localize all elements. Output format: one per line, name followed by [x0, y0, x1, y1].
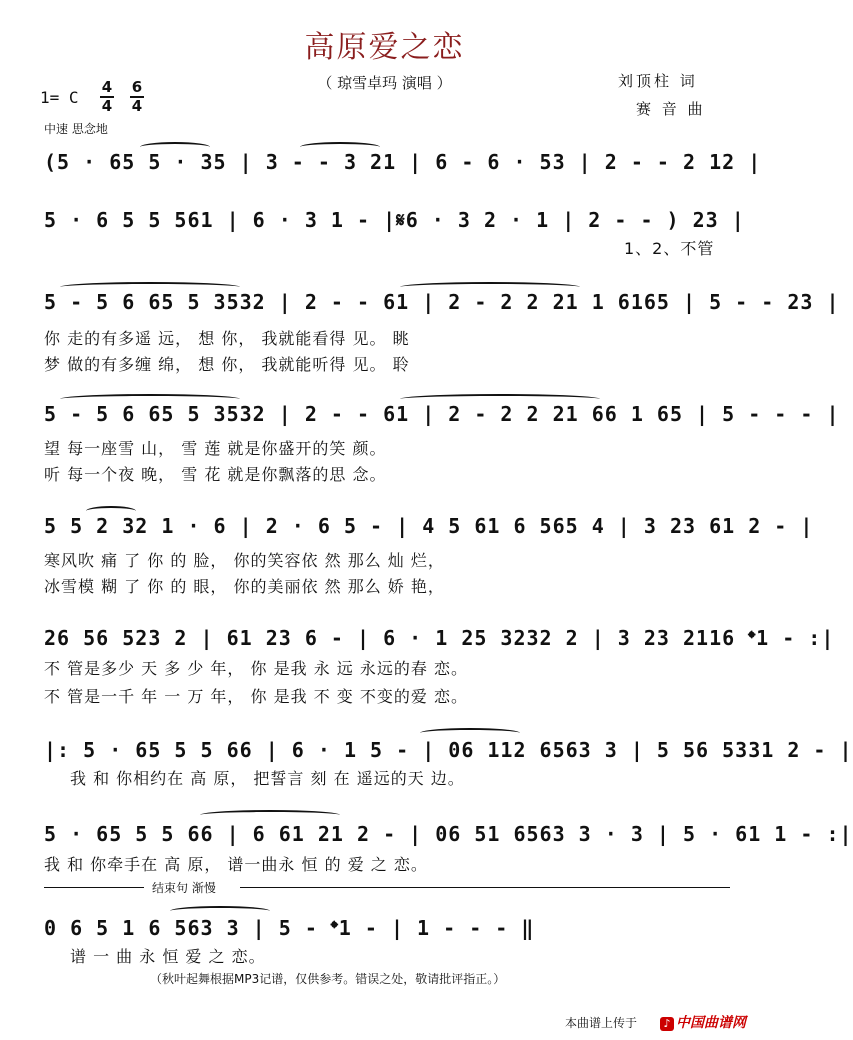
lyric-row-3-line-1: 你 走的有多遥 远， 想 你， 我就能看得 见。 眺: [44, 329, 410, 348]
coda-label: 结束句 渐慢: [152, 881, 216, 895]
lyric-row-6-line-1: 不 管是多少 天 多 少 年， 你 是我 永 远 永远的春 恋。: [44, 659, 468, 678]
time-signature-1: 4 4: [101, 78, 113, 115]
lyric-row-5-line-1: 寒风吹 痛 了 你 的 脸， 你的笑容依 然 那么 灿 烂，: [44, 551, 445, 570]
score-row-1: (5 · 65 5 · 35 | 3 - - 3 21 | 6 - 6 · 53 | 2 - - 2 12 |: [44, 150, 762, 174]
tie-mark: [60, 394, 240, 404]
score-row-2: 5 · 6 5 5 561 | 6 · 3 1 - |𝄋6 · 3 2 · 1 | 2 - - ) 23 |: [44, 208, 745, 232]
coda-line-right: [240, 887, 730, 888]
coda-line-left: [44, 887, 144, 888]
key-signature: 1= C: [40, 88, 79, 107]
tie-mark: [60, 282, 240, 292]
composer-credit: 赛 音 曲: [636, 100, 706, 118]
upload-note: 本曲谱上传于: [565, 1016, 638, 1030]
score-row-4: 5 - 5 6 65 5 3532 | 2 - - 61 | 2 - 2 2 21 66 1 65 | 5 - - - |: [44, 402, 840, 426]
lyric-row-4-line-2: 听 每一个夜 晚， 雪 花 就是你飘落的思 念。: [44, 465, 387, 484]
lyric-row-7-line-1: 我 和 你相约在 高 原， 把誓言 刻 在 遥远的天 边。: [70, 769, 465, 788]
score-row-6: 26 56 523 2 | 61 23 6 - | 6 · 1 25 3232 2 | 3 23 2116 𝄌1 - :|: [44, 626, 835, 650]
tie-mark: [170, 906, 270, 916]
music-icon: ♪: [660, 1017, 674, 1031]
score-row-5: 5 5 2 32 1 · 6 | 2 · 6 5 - | 4 5 61 6 565 4 | 3 23 61 2 - |: [44, 514, 814, 538]
score-row-7: |: 5 · 65 5 5 66 | 6 · 1 5 - | 06 112 6563 3 | 5 56 5331 2 - |: [44, 738, 853, 762]
tie-mark: [400, 394, 600, 404]
score-row-3: 5 - 5 6 65 5 3532 | 2 - - 61 | 2 - 2 2 21 1 6165 | 5 - - 23 |: [44, 290, 840, 314]
lyric-row-2-line-1: 1、2、不管: [624, 239, 715, 258]
score-row-9: 0 6 5 1 6 563 3 | 5 - 𝄌1 - | 1 - - - ‖: [44, 916, 535, 940]
lyric-row-3-line-2: 梦 做的有多缠 绵， 想 你， 我就能听得 见。 聆: [44, 355, 410, 374]
lyric-row-8-line-1: 我 和 你牵手在 高 原， 谱一曲永 恒 的 爱 之 恋。: [44, 855, 428, 874]
site-logo: ♪ 中国曲谱网: [660, 1012, 746, 1032]
score-row-8: 5 · 65 5 5 66 | 6 61 21 2 - | 06 51 6563 3 · 3 | 5 · 61 1 - :|: [44, 822, 853, 846]
lyric-row-6-line-2: 不 管是一千 年 一 万 年， 你 是我 不 变 不变的爱 恋。: [44, 687, 468, 706]
tie-mark: [200, 810, 340, 820]
lyric-row-5-line-2: 冰雪模 糊 了 你 的 眼， 你的美丽依 然 那么 娇 艳，: [44, 577, 445, 596]
lyric-row-4-line-1: 望 每一座雪 山， 雪 莲 就是你盛开的笑 颜。: [44, 439, 387, 458]
time-signature-2: 6 4: [131, 78, 143, 115]
lyric-row-9-line-1: 谱 一 曲 永 恒 爱 之 恋。: [70, 947, 266, 966]
tie-mark: [140, 142, 210, 152]
tie-mark: [86, 506, 136, 516]
song-title: 高原爱之恋: [304, 30, 465, 65]
lyricist-credit: 刘顶柱 词: [618, 72, 698, 90]
singer-credit: （ 琼雪卓玛 演唱 ）: [317, 74, 452, 92]
transcription-note: （秋叶起舞根据MP3记谱，仅供参考。错误之处，敬请批评指正。）: [150, 972, 506, 986]
tie-mark: [300, 142, 380, 152]
tempo-marking: 中速 思念地: [44, 122, 108, 136]
tie-mark: [400, 282, 580, 292]
tie-mark: [420, 728, 520, 738]
